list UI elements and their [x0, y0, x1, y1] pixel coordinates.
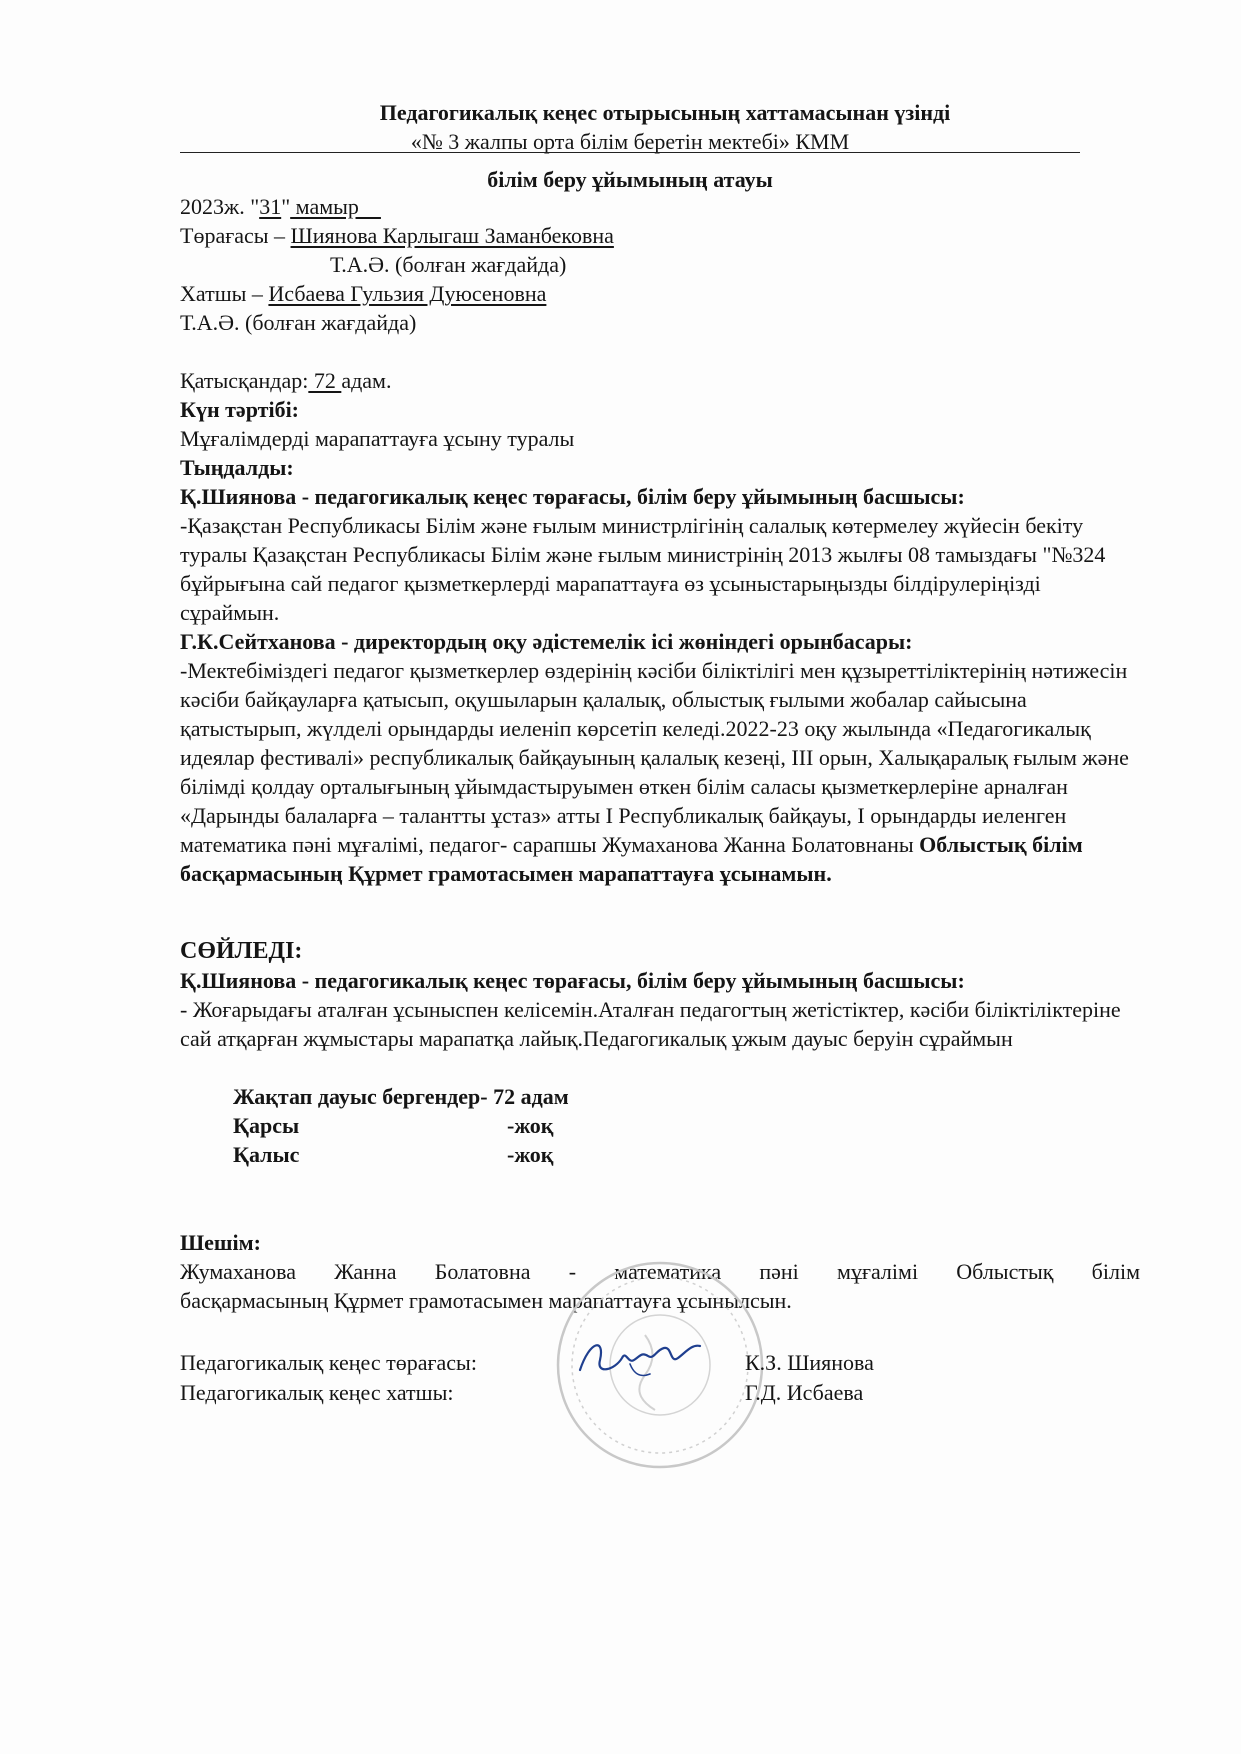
divider-line: [180, 152, 1080, 153]
document-title: Педагогикалық кеңес отырысының хаттамасынан үзінді: [379, 100, 951, 125]
organization-label: білім беру ұйымының атауы: [487, 167, 773, 192]
chair-label: Төрағасы –: [180, 223, 291, 248]
decision-heading: Шешім:: [180, 1230, 261, 1255]
spoke-text: - Жоғарыдағы аталған ұсыныспен келісемін.Аталған педагогтың жетістіктер, кәсіби біліктіліктеріне сай атқарған жұмыстары марапатқа лайық.Педагогикалық ұжым дауыс беруін сұраймын: [180, 997, 1121, 1051]
vote-for: Жақтап дауыс бергендер- 72 адам: [233, 1084, 569, 1109]
spoke-speaker: Қ.Шиянова - педагогикалық кеңес төрағасы, білім беру ұйымының басшысы:: [180, 968, 965, 993]
decision-line-2: басқармасының Құрмет грамотасымен марапаттауға ұсынылсын.: [180, 1288, 792, 1313]
chair-signature-name: К.З. Шиянова: [745, 1350, 874, 1375]
speaker2-paragraph: [180, 656, 1140, 888]
speaker2-heading: Г.К.Сейтханова - директордың оқу әдістемелік ісі жөніндегі орынбасары:: [180, 629, 913, 654]
secretary-line: [180, 279, 546, 308]
secretary-name: Исбаева Гульзия Дуюсеновна: [268, 281, 547, 306]
chair-signature-role: Педагогикалық кеңес төрағасы:: [180, 1350, 477, 1375]
attendance-line: [180, 366, 391, 395]
attendance-label: Қатысқандар:: [180, 368, 309, 393]
speaker2-proposal: Облыстық білім басқармасының Құрмет грамотасымен марапаттауға ұсынамын.: [180, 832, 1083, 886]
chair-note: Т.А.Ә. (болған жағдайда): [330, 252, 567, 277]
speaker1-text: -Қазақстан Республикасы Білім және ғылым министрлігінің салалық көтермелеу жүйесін бекіту туралы Қазақстан Республикасы Білім және ғылым министрінің 2013 жылғы 08 тамыздағы "№324 бұйрығына сай педагог қызметкерлерді марапаттауға өз ұсыныстарыңызды білдірулеріңізді сұраймын.: [180, 513, 1106, 625]
vote-abstain-label: Қалыс: [233, 1142, 300, 1167]
vote-against-label: Қарсы: [233, 1113, 300, 1138]
secretary-signature-name: Г.Д. Исбаева: [745, 1380, 864, 1405]
handwritten-signature-icon: [570, 1330, 710, 1390]
date-day: 31: [259, 194, 282, 219]
agenda-item: Мұғалімдерді марапаттауға ұсыну туралы: [180, 426, 575, 451]
speaker2-text: -Мектебіміздегі педагог қызметкерлер өздерінің кәсіби біліктілігі мен құзыреттіліктерінің нәтижесін кәсіби байқауларға қатысып, оқушыларын қалалық, облыстық ғылыми жобалар сайысына қатыстырып, жүлделі орындарды иеленіп көрсетіп келеді.2022-23 оқу жылында «Педагогикалық идеялар фестивалі» республикалық байқауының қалалық кезеңі, III орын, Халықаралық ғылым және білімді қолдау орталығының ұйымдастыруымен өткен білім саласы қызметкерлеріне арналған «Дарынды балаларға – талантты ұстаз» атты I Республикалық байқауы, I орындарды иеленген математика пәні мұғалімі, педагог- сарапшы Жумаханова Жанна Болатовнаны: [180, 658, 1129, 857]
secretary-label: Хатшы –: [180, 281, 269, 306]
date-quote: ": [281, 194, 291, 219]
spoke-heading: СӨЙЛЕДІ:: [180, 938, 303, 964]
heard-heading: Тыңдалды:: [180, 455, 294, 480]
chair-name: Шиянова Карлыгаш Заманбековна: [290, 223, 614, 248]
secretary-signature-role: Педагогикалық кеңес хатшы:: [180, 1380, 454, 1405]
speaker1-heading: Қ.Шиянова - педагогикалық кеңес төрағасы, білім беру ұйымының басшысы:: [180, 484, 965, 509]
agenda-heading: Күн тәртібі:: [180, 397, 300, 422]
date-prefix: 2023ж. ": [180, 194, 260, 219]
organization-name: «№ 3 жалпы орта білім беретін мектебі» КММ: [410, 129, 850, 154]
attendance-unit: адам.: [341, 368, 392, 393]
chair-line: [180, 221, 614, 250]
secretary-note: Т.А.Ә. (болған жағдайда): [180, 310, 417, 335]
attendance-count: 72: [308, 368, 342, 393]
decision-line-1: Жумаханова Жанна Болатовна - математика пәні мұғалімі Облыстық білім: [180, 1259, 1140, 1284]
vote-abstain-value: -жоқ: [507, 1142, 554, 1167]
date-month: мамыр: [290, 194, 381, 219]
vote-against-value: -жоқ: [507, 1113, 554, 1138]
meeting-date: [180, 192, 381, 221]
